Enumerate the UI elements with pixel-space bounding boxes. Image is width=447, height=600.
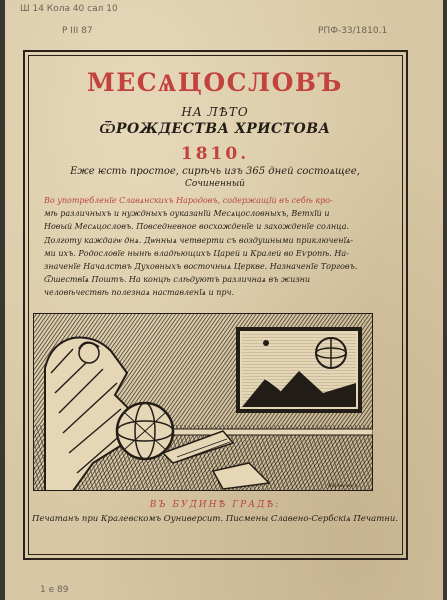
imprint-city: ВЪ БУДИНѢ ГРАДѢ: — [149, 500, 281, 510]
body-line: Долготу каждагѡ днѧ. Дѡнныѧ четверти съ воздушными приключенїѧ- — [44, 235, 354, 245]
composed-label: Сочиненный — [185, 179, 245, 189]
body-line: мѣ различныхъ и нуждныхъ оуказанїй Месѧцословныхъ, Ветхїй и — [44, 209, 330, 219]
body-line: Ѿшествїѧ Поштъ. На концѣ слѣдуютъ различнаѧ въ жизни — [44, 275, 311, 285]
body-line: ми ихъ. Родословїе нынѣ владѣющихъ Царей и Кралей во Еѵропѣ. На- — [44, 248, 349, 258]
handwritten-page-note: 1 е 89 — [40, 585, 69, 595]
imprint-press: Печатанъ при Кралевскомъ Оуниверсит. Писмены Славено-Сербскіѧ Печатни. — [31, 514, 399, 524]
body-line: Новый Месѧцословъ. Повседневное восхожденїе и захожденїе солнца. — [44, 222, 350, 232]
handwritten-inventory-number: РПФ-33/1810.1 — [318, 26, 388, 36]
subtitle-nativity: ѾРОЖДЕСТВА ХРИСТОВА — [99, 121, 331, 137]
page-title: МЕСѦЦОСЛОВЪ — [87, 68, 343, 97]
engraver-signature: Вертелесъ — [328, 483, 358, 489]
body-line: значенїе Началствъ Духовныхъ восточныѧ Церкве. Назначенїе Торговъ. — [44, 262, 358, 272]
contents-paragraph — [44, 194, 390, 300]
subtitle-year-for: НА ЛѢТО — [181, 105, 249, 119]
handwritten-call-number: Р III 87 — [62, 26, 93, 36]
body-line: человѣчествѣ полезнаѧ наставленїѧ и прч. — [44, 288, 235, 298]
body-line: Во употребленїе Славѧнскихъ Народовъ, содержащїй въ себѣ кро- — [44, 196, 333, 205]
moon-icon — [263, 340, 269, 346]
description-line: Еже ѥсть простое, сирѣчь изъ 365 дней состоѧщее, — [70, 166, 360, 177]
year: 1810. — [180, 144, 250, 164]
handwritten-shelfmark: Ш 14 Кола 40 сал 10 — [20, 4, 118, 14]
astronomer-woodcut — [33, 313, 373, 491]
